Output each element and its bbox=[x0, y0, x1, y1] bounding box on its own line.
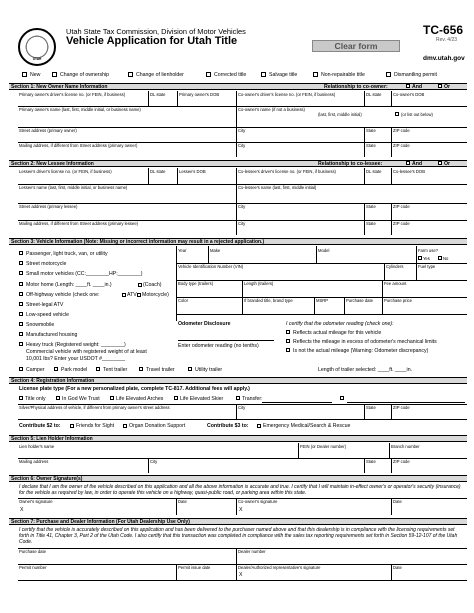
field-label: Primary owner's name (last, first, middle initial, or business name) bbox=[19, 107, 141, 112]
field-label: Dealer/Authorized representative's signature bbox=[238, 565, 321, 570]
plate-label: In God We Trust bbox=[62, 396, 100, 402]
contribution-label: Friends for Sight bbox=[76, 423, 115, 429]
field-label: City bbox=[238, 128, 246, 133]
field-label: Branch number bbox=[391, 444, 420, 449]
agency-name: Utah State Tax Commission, Division of Motor Vehicles bbox=[66, 27, 246, 36]
field-label: Mailing address bbox=[19, 459, 49, 464]
coach-label: (Coach) bbox=[143, 282, 162, 288]
odometer-disclosure-label: Odometer Disclosure bbox=[178, 321, 231, 327]
trailer-camper-checkbox[interactable] bbox=[19, 367, 23, 371]
field-label: Street address (primary owner) bbox=[19, 128, 77, 133]
plate-type-label: License plate type (For a new personalized plate, complete TC-817. Additional fees will apply.) bbox=[19, 386, 250, 392]
trailer-park-checkbox[interactable] bbox=[54, 367, 58, 371]
field-label: Farm use? bbox=[418, 248, 439, 253]
vehicle-type-label: Low-speed vehicle bbox=[26, 312, 69, 318]
farm-use-yes-checkbox[interactable] bbox=[418, 256, 422, 260]
co-owner-or-checkbox[interactable] bbox=[438, 84, 442, 88]
section-3-header bbox=[9, 238, 467, 245]
field-label: Date bbox=[393, 565, 402, 570]
section-2-title: Section 2: New Lessee Information bbox=[11, 161, 94, 167]
field-label: DL state bbox=[366, 169, 382, 174]
contribute-3-label: Contribute $3 to: bbox=[207, 423, 249, 429]
field-label: Purchase price bbox=[384, 298, 412, 303]
field-label: MSRP bbox=[316, 298, 329, 303]
field-label: Lessee's driver's license no. (or FEIN, if business) bbox=[19, 169, 112, 174]
field-label: ZIP code bbox=[393, 405, 410, 410]
field-label: State bbox=[366, 405, 376, 410]
section-7-title: Section 7: Purchase and Dealer Information (For Utah Dealership Use Only) bbox=[11, 519, 190, 525]
plate-skier-checkbox[interactable] bbox=[174, 396, 178, 400]
field-label: Color bbox=[178, 298, 189, 303]
dealer-signature-x: X bbox=[239, 572, 243, 578]
contribution-label: Organ Donation Support bbox=[129, 423, 186, 429]
field-label: Primary owner's driver's license no. (or FEIN, if business) bbox=[19, 92, 126, 97]
field-label: ZIP code bbox=[393, 204, 410, 209]
field-label: Permit number bbox=[19, 565, 47, 570]
field-label: Co-owner's DOB bbox=[393, 92, 425, 97]
field-label: State bbox=[366, 204, 376, 209]
field-label: State bbox=[366, 143, 376, 148]
field-label: Length (trailers) bbox=[244, 281, 274, 286]
field-label: Body type (trailers) bbox=[178, 281, 214, 286]
trailer-label: Camper bbox=[26, 367, 45, 373]
plate-label: Title only bbox=[25, 396, 46, 402]
list-out-checkbox[interactable] bbox=[395, 112, 399, 116]
field-label: DL state bbox=[150, 92, 166, 97]
dealer-certification-text: I certify that the vehicle is accurately described on this application and has been delivered to the purchaser named above and that this dealership is in compliance with the licensing requirements set forth in Title 41, Chapter 3, Part 2 of the Utah Code. I also certify that this transaction was completed in compliance with the sales tax reporting requirements set forth in Section 59-12-107 of the Utah Code. bbox=[19, 527, 458, 545]
co-lessee-or-checkbox[interactable] bbox=[438, 161, 442, 165]
field-label: ZIP code bbox=[393, 221, 410, 226]
vehicle-type-checkbox[interactable] bbox=[19, 271, 23, 275]
trailer-label: Travel trailer bbox=[146, 367, 175, 373]
field-label: Co-lessee's driver's license no. (or FEIN, if business) bbox=[238, 169, 336, 174]
atv-label: ATV bbox=[127, 292, 137, 298]
section-4-title: Section 4: Registration Information bbox=[11, 378, 95, 384]
trailer-label: Utility trailer bbox=[195, 367, 223, 373]
field-label: Date bbox=[393, 499, 402, 504]
type-new-checkbox[interactable] bbox=[22, 72, 27, 77]
trailer-tent-checkbox[interactable] bbox=[96, 367, 100, 371]
field-label: Date bbox=[178, 499, 187, 504]
field-label: FEIN (or Dealer number) bbox=[300, 444, 347, 449]
field-label: Co-owner's name (if not a business) bbox=[238, 107, 305, 112]
atv-checkbox[interactable] bbox=[122, 293, 126, 297]
section-2-header bbox=[9, 160, 467, 167]
plate-transfer-checkbox[interactable] bbox=[236, 396, 240, 400]
co-lessee-and-checkbox[interactable] bbox=[406, 161, 410, 165]
vehicle-type-checkbox[interactable] bbox=[19, 342, 23, 346]
vehicle-type-label: Street-legal ATV bbox=[26, 302, 64, 308]
field-label: Model bbox=[318, 248, 330, 253]
odometer-not-actual-checkbox[interactable] bbox=[286, 348, 290, 352]
field-label: Fuel type bbox=[418, 264, 436, 269]
field-label: ZIP code bbox=[393, 128, 410, 133]
trailer-label: Tent trailer bbox=[103, 367, 128, 373]
plate-label: Transfer: bbox=[242, 396, 263, 402]
type-label: Corrected title bbox=[214, 72, 247, 78]
field-label: City bbox=[238, 143, 246, 148]
trailer-travel-checkbox[interactable] bbox=[139, 367, 143, 371]
type-label: New bbox=[30, 72, 41, 78]
odometer-option-label: Reflects the mileage in excess of odometer's mechanical limits bbox=[293, 339, 437, 345]
type-label: Change of lienholder bbox=[136, 72, 184, 78]
type-label: Non-repairable title bbox=[321, 72, 365, 78]
field-label: Co-lessee's name (last, first, middle initial) bbox=[238, 185, 317, 190]
owner-signature-x: X bbox=[20, 507, 24, 513]
trailer-length-label: Length of trailer selected: ____ft. ____in. bbox=[318, 367, 413, 373]
field-label: Purchase date bbox=[19, 549, 47, 554]
field-label: Fee amount bbox=[384, 281, 407, 286]
vehicle-type-checkbox[interactable] bbox=[19, 282, 23, 286]
vehicle-type-checkbox[interactable] bbox=[19, 261, 23, 265]
vehicle-type-label: Passenger, light truck, van, or utility bbox=[26, 251, 108, 257]
field-label: Mailing address, if different from Street address (primary owner) bbox=[19, 143, 138, 148]
field-label: Street address (primary lessee) bbox=[19, 204, 78, 209]
type-corrected-checkbox[interactable] bbox=[206, 72, 211, 77]
plate-label: Life Elevated Arches bbox=[116, 396, 164, 402]
type-label: Salvage title bbox=[269, 72, 298, 78]
section-4-header bbox=[9, 377, 467, 384]
type-change-owner-checkbox[interactable] bbox=[52, 72, 57, 77]
field-label: State bbox=[366, 221, 376, 226]
type-label: Change of ownership bbox=[60, 72, 110, 78]
type-label: Dismantling permit bbox=[394, 72, 437, 78]
type-dismantling-checkbox[interactable] bbox=[386, 72, 391, 77]
section-3-title: Section 3: Vehicle Information (Note: Missing or incorrect information may result in a rejected application.) bbox=[11, 239, 265, 245]
odometer-certify-label: I certify that the odometer reading (check one): bbox=[286, 321, 394, 327]
or-label: Or bbox=[444, 84, 451, 90]
commercial-label: Commercial vehicle with registered weight of at least bbox=[26, 349, 147, 355]
contribution-label: Emergency Medical/Search & Rescue bbox=[263, 423, 351, 429]
trailer-utility-checkbox[interactable] bbox=[188, 367, 192, 371]
field-label: ZIP code bbox=[393, 143, 410, 148]
co-owner-signature-x: X bbox=[239, 507, 243, 513]
odometer-option-label: Reflects actual mileage for this vehicle bbox=[293, 330, 382, 336]
co-owner-and-checkbox[interactable] bbox=[406, 84, 410, 88]
field-label: Purchase date bbox=[346, 298, 374, 303]
field-label: (last, first, middle initial) bbox=[318, 112, 362, 117]
field-label: (or list out below) bbox=[401, 112, 433, 117]
field-label: DL state bbox=[150, 169, 166, 174]
field-label: If branded title, brand type bbox=[244, 298, 293, 303]
section-5-title: Section 5: Lien Holder Information bbox=[11, 436, 93, 442]
field-label: Lien holder's name bbox=[19, 444, 55, 449]
field-label: ZIP code bbox=[393, 459, 410, 464]
and-label: And bbox=[412, 84, 423, 90]
plate-title-only-checkbox[interactable] bbox=[19, 396, 23, 400]
field-label: Silver/Physical address of vehicle, if different from primary owner's street address bbox=[19, 405, 170, 410]
vehicle-type-label: Manufactured housing bbox=[26, 332, 78, 338]
revision: Rev. 4/23 bbox=[436, 37, 458, 43]
form-title: Vehicle Application for Utah Title bbox=[66, 35, 238, 47]
odometer-actual-checkbox[interactable] bbox=[286, 330, 290, 334]
website: dmv.utah.gov bbox=[423, 55, 465, 62]
plate-label: Life Elevated Skier bbox=[180, 396, 224, 402]
owner-declaration-text: I declare that I am the owner of the vehicle described on this application and all the above information is accurate and true. I certify that I will maintain in-effect owner's or operator's security (insurance) for the vehicle as required by law, in order to operate this vehicle on a highway, quasi-public road, or parking area within this state. bbox=[19, 484, 461, 496]
or-label: Or bbox=[444, 161, 451, 167]
section-5-header bbox=[9, 435, 467, 442]
utah-seal bbox=[18, 28, 56, 66]
vehicle-type-checkbox[interactable] bbox=[19, 322, 23, 326]
vehicle-type-label: Heavy truck (Registered weight: ________) bbox=[26, 342, 126, 348]
field-label: Dealer number bbox=[238, 549, 266, 554]
co-lessee-relationship-label: Relationship to co-lessee: bbox=[318, 161, 383, 167]
plate-arches-checkbox[interactable] bbox=[110, 396, 114, 400]
no-label: No bbox=[443, 256, 449, 261]
odometer-enter-label: Enter odometer reading (no tenths) bbox=[178, 343, 259, 349]
plate-other-checkbox[interactable] bbox=[340, 396, 344, 400]
field-label: State bbox=[366, 128, 376, 133]
section-1-header bbox=[9, 83, 467, 90]
field-label: Make bbox=[210, 248, 221, 253]
section-7-header bbox=[9, 518, 467, 525]
field-label: City bbox=[150, 459, 158, 464]
and-label: And bbox=[412, 161, 423, 167]
contribute-2-label: Contribute $2 to: bbox=[19, 423, 61, 429]
vehicle-type-label: Snowmobile bbox=[26, 322, 55, 328]
field-label: Lessee's DOB bbox=[179, 169, 206, 174]
motorcycle-checkbox[interactable] bbox=[137, 293, 141, 297]
field-label: Lessee's name (last, first, middle initial, or business name) bbox=[19, 185, 128, 190]
trailer-label: Park model bbox=[61, 367, 88, 373]
field-label: Co-lessee's DOB bbox=[393, 169, 425, 174]
field-label: State bbox=[366, 459, 376, 464]
motorcycle-label: Motorcycle) bbox=[142, 292, 169, 298]
field-label: City bbox=[238, 204, 246, 209]
vehicle-type-label: Street motorcycle bbox=[26, 261, 67, 267]
field-label: Co-owner's driver's license no. (or FEIN, if business) bbox=[238, 92, 336, 97]
vehicle-type-checkbox[interactable] bbox=[19, 312, 23, 316]
type-salvage-checkbox[interactable] bbox=[261, 72, 266, 77]
type-change-lien-checkbox[interactable] bbox=[128, 72, 133, 77]
yes-label: Yes bbox=[423, 256, 430, 261]
emergency-medical-checkbox[interactable] bbox=[257, 424, 261, 428]
section-6-header bbox=[9, 475, 467, 482]
vehicle-type-label: Small motor vehicles (CC:________HP:________) bbox=[26, 271, 143, 277]
section-1-title: Section 1: New Owner Name Information bbox=[11, 84, 108, 90]
organ-donation-checkbox[interactable] bbox=[123, 424, 127, 428]
form-number: TC-656 bbox=[423, 23, 464, 37]
field-label: Owner's signature bbox=[19, 499, 53, 504]
vehicle-type-checkbox[interactable] bbox=[19, 332, 23, 336]
field-label: Mailing address, if different from Street address (primary lessee) bbox=[19, 221, 139, 226]
field-label: Permit issue date bbox=[178, 565, 211, 570]
section-6-title: Section 6: Owner Signature(s) bbox=[11, 476, 83, 482]
field-label: Year bbox=[178, 248, 187, 253]
odometer-excess-checkbox[interactable] bbox=[286, 339, 290, 343]
vehicle-type-label: Off-highway vehicle (check one: bbox=[26, 292, 100, 298]
field-label: Cylinders bbox=[386, 264, 404, 269]
field-label: City bbox=[238, 405, 246, 410]
field-label: Primary owner's DOB bbox=[179, 92, 220, 97]
farm-use-no-checkbox[interactable] bbox=[438, 256, 442, 260]
friends-sight-checkbox[interactable] bbox=[70, 424, 74, 428]
coach-checkbox[interactable] bbox=[138, 283, 142, 287]
field-label: Co-owner's signature bbox=[238, 499, 278, 504]
vehicle-type-checkbox[interactable] bbox=[19, 302, 23, 306]
field-label: Vehicle Identification Number (VIN) bbox=[178, 264, 244, 269]
seal-text: UTAH bbox=[32, 57, 42, 61]
co-owner-relationship-label: Relationship to co-owner: bbox=[324, 84, 388, 90]
vehicle-type-label: Motor home (Length: ____ft. ____in.) bbox=[26, 282, 112, 288]
type-nonrepairable-checkbox[interactable] bbox=[313, 72, 318, 77]
field-label: City bbox=[238, 221, 246, 226]
usdot-label: 10,001 lbs? Enter your USDOT #________ bbox=[26, 356, 126, 362]
vehicle-type-checkbox[interactable] bbox=[19, 292, 23, 296]
vehicle-type-checkbox[interactable] bbox=[19, 251, 23, 255]
plate-in-god-checkbox[interactable] bbox=[56, 396, 60, 400]
field-label: DL state bbox=[366, 92, 382, 97]
clear-form-button[interactable]: Clear form bbox=[312, 40, 400, 52]
odometer-option-label: Is not the actual mileage (Warning: Odometer discrepancy) bbox=[293, 348, 429, 354]
